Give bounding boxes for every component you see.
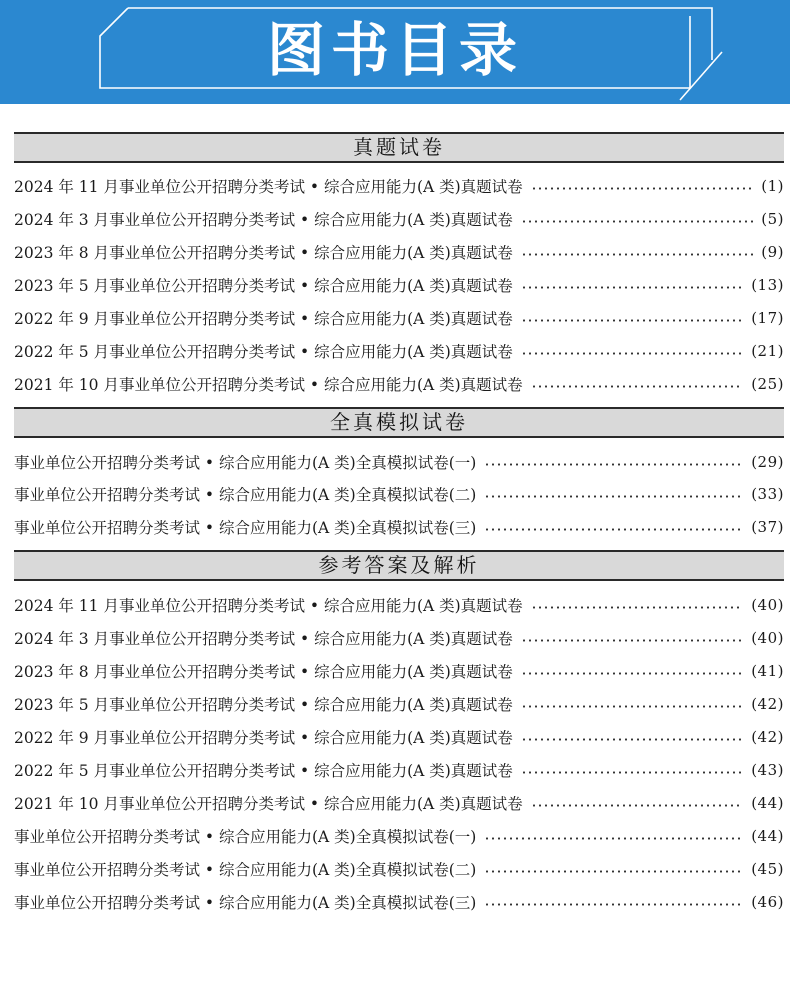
toc-entry[interactable] [14,659,784,683]
toc-entry-title: 2024 年 3 月事业单位公开招聘分类考试 • 综合应用能力(A 类)真题试卷 [14,211,513,229]
toc-entry-page: (41) [751,662,784,680]
toc-entry-page: (25) [751,375,784,393]
toc-entry-title: 2023 年 5 月事业单位公开招聘分类考试 • 综合应用能力(A 类)真题试卷 [14,696,513,714]
toc-entry-page: (9) [761,243,784,261]
dot-leader [531,606,744,609]
toc-entry[interactable] [14,593,784,617]
toc-entry[interactable] [14,240,784,264]
dot-leader [521,352,743,355]
toc-entry-page: (44) [751,794,784,812]
toc-entry[interactable] [14,482,784,506]
toc-entry-title: 事业单位公开招聘分类考试 • 综合应用能力(A 类)全真模拟试卷(二) [14,861,477,879]
page-title: 图书目录 [266,16,523,84]
dot-leader [521,639,743,642]
toc-entry-page: (40) [751,596,784,614]
toc-entry-title: 2023 年 5 月事业单位公开招聘分类考试 • 综合应用能力(A 类)真题试卷 [14,277,513,295]
dot-leader [521,319,743,322]
dot-leader [521,220,753,223]
toc-entry[interactable] [14,174,784,198]
toc-entry[interactable] [14,372,784,396]
toc-entry[interactable] [14,339,784,363]
toc-entry-title: 事业单位公开招聘分类考试 • 综合应用能力(A 类)全真模拟试卷(二) [14,486,477,504]
dot-leader [521,672,743,675]
toc-entry-page: (21) [751,342,784,360]
dot-leader [531,385,744,388]
toc-entry-page: (45) [751,860,784,878]
dot-leader [521,771,743,774]
dot-leader [484,463,743,466]
toc-entry-page: (1) [761,177,784,195]
toc-entry-title: 2022 年 5 月事业单位公开招聘分类考试 • 综合应用能力(A 类)真题试卷 [14,343,513,361]
toc-entry-page: (17) [751,309,784,327]
toc-entry-title: 2022 年 9 月事业单位公开招聘分类考试 • 综合应用能力(A 类)真题试卷 [14,310,513,328]
dot-leader [484,870,743,873]
section-heading: 全真模拟试卷 [14,407,784,438]
toc-entry-page: (46) [751,893,784,911]
toc-entry[interactable] [14,515,784,539]
dot-leader [531,804,744,807]
section-heading: 真题试卷 [14,132,784,163]
dot-leader [484,903,743,906]
toc-entry-page: (42) [751,728,784,746]
toc-entry-title: 事业单位公开招聘分类考试 • 综合应用能力(A 类)全真模拟试卷(三) [14,519,477,537]
toc-entry-page: (5) [761,210,784,228]
toc-entry[interactable] [14,207,784,231]
toc-entry-title: 事业单位公开招聘分类考试 • 综合应用能力(A 类)全真模拟试卷(一) [14,454,477,472]
dot-leader [484,495,743,498]
toc-entry-title: 2023 年 8 月事业单位公开招聘分类考试 • 综合应用能力(A 类)真题试卷 [14,244,513,262]
toc-entry-page: (13) [751,276,784,294]
toc-entry-page: (44) [751,827,784,845]
toc-entry-page: (37) [751,518,784,536]
toc-entry[interactable] [14,692,784,716]
toc-entry[interactable] [14,758,784,782]
header-banner [0,0,790,104]
toc-entry-title: 事业单位公开招聘分类考试 • 综合应用能力(A 类)全真模拟试卷(三) [14,894,477,912]
toc-entry-title: 2023 年 8 月事业单位公开招聘分类考试 • 综合应用能力(A 类)真题试卷 [14,663,513,681]
section-heading: 参考答案及解析 [14,550,784,581]
toc-entry[interactable] [14,626,784,650]
toc-entry-page: (33) [751,485,784,503]
toc-entry-page: (43) [751,761,784,779]
toc-entry[interactable] [14,791,784,815]
toc-entry-title: 2022 年 5 月事业单位公开招聘分类考试 • 综合应用能力(A 类)真题试卷 [14,762,513,780]
toc-entry-page: (29) [751,453,784,471]
toc-entry-page: (40) [751,629,784,647]
toc-entry-page: (42) [751,695,784,713]
toc-entry[interactable] [14,725,784,749]
toc-entry-title: 2024 年 3 月事业单位公开招聘分类考试 • 综合应用能力(A 类)真题试卷 [14,630,513,648]
dot-leader [484,837,743,840]
dot-leader [531,187,754,190]
toc-entry[interactable] [14,890,784,914]
toc-entry[interactable] [14,306,784,330]
dot-leader [521,253,753,256]
dot-leader [484,528,743,531]
dot-leader [521,738,743,741]
toc-entry[interactable] [14,857,784,881]
toc-entry-title: 2021 年 10 月事业单位公开招聘分类考试 • 综合应用能力(A 类)真题试卷 [14,795,523,813]
toc-entry-title: 2024 年 11 月事业单位公开招聘分类考试 • 综合应用能力(A 类)真题试卷 [14,597,523,615]
toc-entry[interactable] [14,824,784,848]
toc-entry-title: 事业单位公开招聘分类考试 • 综合应用能力(A 类)全真模拟试卷(一) [14,828,477,846]
toc-entry[interactable] [14,450,784,474]
toc-entry-title: 2021 年 10 月事业单位公开招聘分类考试 • 综合应用能力(A 类)真题试卷 [14,376,523,394]
toc-entry[interactable] [14,273,784,297]
dot-leader [521,286,743,289]
dot-leader [521,705,743,708]
toc-entry-title: 2022 年 9 月事业单位公开招聘分类考试 • 综合应用能力(A 类)真题试卷 [14,729,513,747]
toc-entry-title: 2024 年 11 月事业单位公开招聘分类考试 • 综合应用能力(A 类)真题试卷 [14,178,523,196]
